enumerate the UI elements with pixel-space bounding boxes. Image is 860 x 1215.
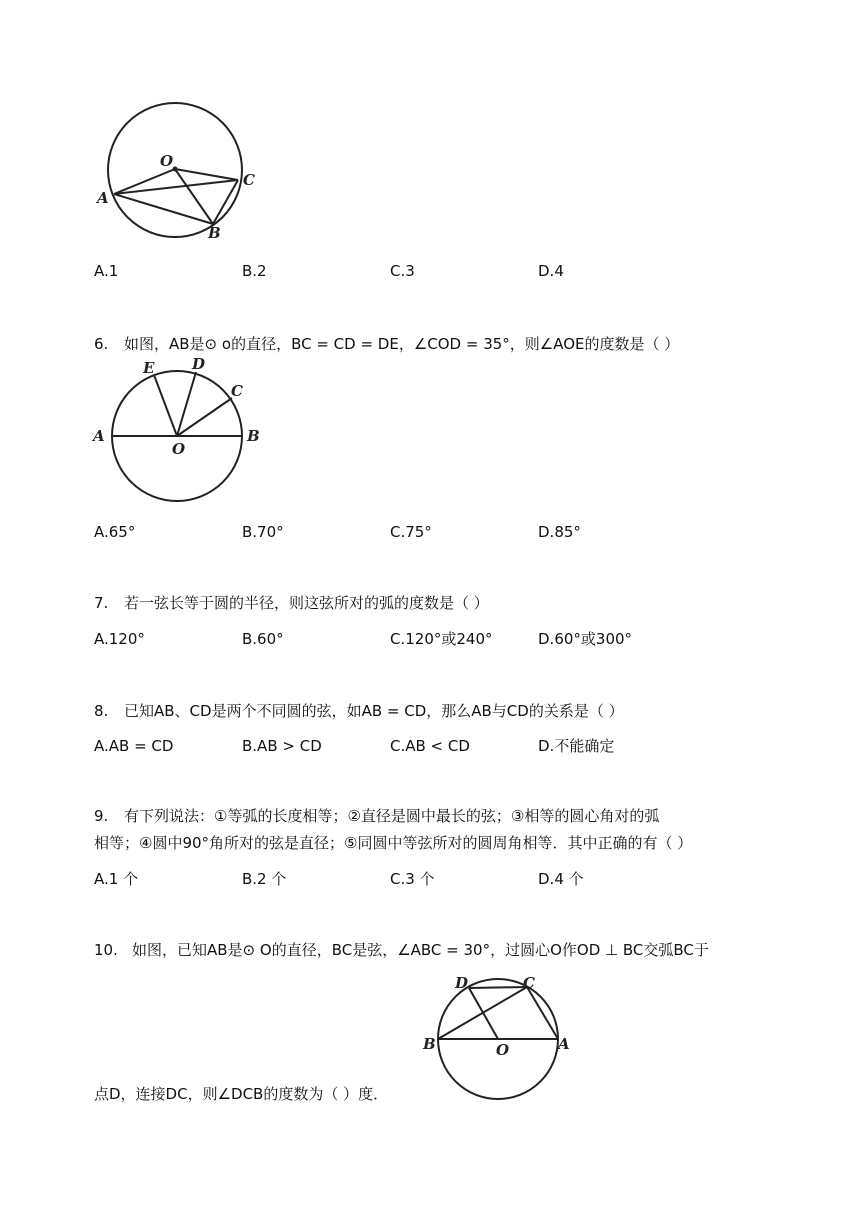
q8-number: 8. bbox=[94, 702, 109, 720]
q7-option-c: C.120°或240° bbox=[390, 630, 493, 648]
q7-text: 若一弦长等于圆的半径，则这弦所对的弧的度数是（ ） bbox=[124, 594, 489, 612]
q8-option-b: B.AB > CD bbox=[242, 737, 322, 755]
q10-label-C: C bbox=[523, 974, 535, 992]
q5-label-C: C bbox=[243, 171, 255, 189]
q8-option-d: D.不能确定 bbox=[538, 737, 615, 755]
q9-option-b: B.2 个 bbox=[242, 870, 287, 888]
q6-option-a: A.65° bbox=[94, 523, 136, 541]
q10-chord-CA bbox=[527, 987, 558, 1039]
q6-text: 如图，AB是⊙ o的直径，BC = CD = DE，∠COD = 35°，则∠AOE的度数是（ ） bbox=[124, 335, 680, 353]
q8-option-c: C.AB < CD bbox=[390, 737, 470, 755]
q7-option-a: A.120° bbox=[94, 630, 145, 648]
q5-option-d: D.4 bbox=[538, 262, 564, 280]
q6-label-E: E bbox=[143, 359, 155, 377]
q6-option-b: B.70° bbox=[242, 523, 284, 541]
q8-text: 已知AB、CD是两个不同圆的弦，如AB = CD，那么AB与CD的关系是（ ） bbox=[124, 702, 624, 720]
q6-option-d: D.85° bbox=[538, 523, 581, 541]
q9-text-line1: 有下列说法：①等弧的长度相等；②直径是圆中最长的弦；③相等的圆心角对的弧 bbox=[124, 807, 660, 825]
q5-option-c: C.3 bbox=[390, 262, 415, 280]
q6-number: 6. bbox=[94, 335, 109, 353]
q10-label-O: O bbox=[496, 1041, 510, 1059]
q10-chord-DC bbox=[469, 987, 527, 988]
q7-number: 7. bbox=[94, 594, 109, 612]
q7-option-d: D.60°或300° bbox=[538, 630, 633, 648]
q6-option-c: C.75° bbox=[390, 523, 432, 541]
q10-text-line2: 点D，连接DC，则∠DCB的度数为（ ）度． bbox=[94, 1085, 389, 1103]
q6-label-D: D bbox=[192, 355, 206, 373]
q6-label-A: A bbox=[93, 427, 105, 445]
q7-option-b: B.60° bbox=[242, 630, 284, 648]
q10-label-B: B bbox=[423, 1035, 436, 1053]
q9-number: 9. bbox=[94, 807, 109, 825]
q10-label-D: D bbox=[455, 974, 469, 992]
q9-text-line2: 相等；④圆中90°角所对的弦是直径；⑤同圆中等弦所对的圆周角相等．其中正确的有（ ） bbox=[94, 834, 693, 852]
q6-label-B: B bbox=[247, 427, 260, 445]
q5-option-b: B.2 bbox=[242, 262, 267, 280]
q8-option-a: A.AB = CD bbox=[94, 737, 174, 755]
q5-label-O: O bbox=[160, 152, 174, 170]
q10-number: 10. bbox=[94, 941, 118, 959]
q10-text-line1: 如图，已知AB是⊙ O的直径，BC是弦，∠ABC = 30°，过圆心O作OD ⊥ BC交弧BC于 bbox=[132, 941, 709, 959]
q9-option-c: C.3 个 bbox=[390, 870, 435, 888]
q5-label-B: B bbox=[208, 224, 221, 242]
q9-option-d: D.4 个 bbox=[538, 870, 584, 888]
q6-label-C: C bbox=[231, 382, 243, 400]
q9-option-a: A.1 个 bbox=[94, 870, 139, 888]
q6-label-O: O bbox=[172, 440, 186, 458]
q10-segment-OD bbox=[469, 988, 498, 1039]
q10-label-A: A bbox=[558, 1035, 570, 1053]
q5-option-a: A.1 bbox=[94, 262, 119, 280]
q5-label-A: A bbox=[97, 189, 109, 207]
